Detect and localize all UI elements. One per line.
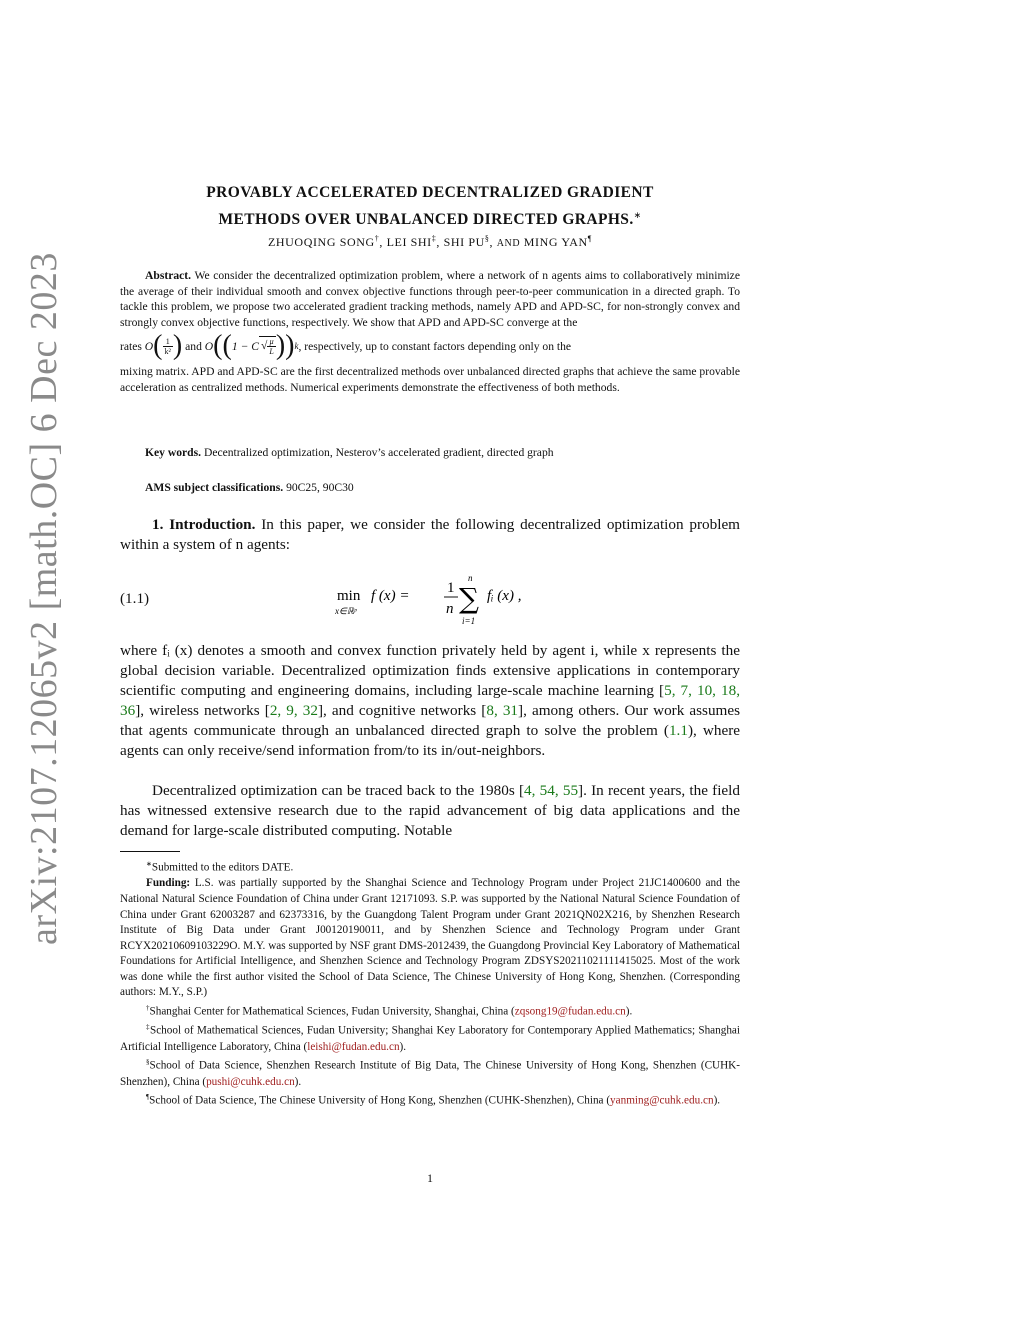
title-line-2: METHODS OVER UNBALANCED DIRECTED GRAPHS.∗ xyxy=(218,210,642,229)
equation-label: (1.1) xyxy=(120,590,150,607)
email-link[interactable]: yanming@cuhk.edu.cn xyxy=(610,1094,714,1107)
abstract-text-1: We consider the decentralized optimization problem, where a network of n agents aims to collaboratively minimize the average of their individual smooth and convex objective functions through peer-to-peer communication in a directed graph. To tackle this problem, we propose two accelerated gradient tracking methods, namely APD and APD-SC, for non-strongly convex and strongly convex objective functions, respectively. We show that APD and APD-SC converge at the xyxy=(120,269,740,329)
svg-text:min: min xyxy=(337,588,361,604)
author-4: MING YAN xyxy=(523,235,588,249)
equation-expression xyxy=(335,572,635,630)
svg-text:x∈ℝᵖ: x∈ℝᵖ xyxy=(335,606,357,616)
author-1: ZHUOQING SONG xyxy=(267,235,375,249)
svg-text:fᵢ (x) ,: fᵢ (x) , xyxy=(487,588,522,604)
svg-text:n: n xyxy=(468,573,473,583)
paragraph-1: where fᵢ (x) denotes a smooth and convex function privately held by agent i, while x represents the global decision variable. Decentralized optimization finds extensive applications in contemporary scientific computing and engineering domains, including large-scale machine learning [5, 7, 10, 18, 36], wireless networks [2, 9, 32], and cognitive networks [8, 31], among others. Our work assumes that agents communicate through an unbalanced directed graph to solve the problem (1.1), where agents can only receive/send information from/to its in/out-neighbors. xyxy=(120,642,741,759)
arxiv-stamp: arXiv:2107.12065v2 [math.OC] 6 Dec 2023 xyxy=(23,252,65,945)
title-line-1: PROVABLY ACCELERATED DECENTRALIZED GRADIENT xyxy=(206,184,654,201)
svg-text:1: 1 xyxy=(447,580,455,596)
paper-title xyxy=(120,182,740,231)
svg-text:n: n xyxy=(446,601,454,617)
svg-text:f (x) =: f (x) = xyxy=(371,588,410,604)
abstract xyxy=(120,268,740,396)
ams-classifications: AMS subject classifications. 90C25, 90C30 xyxy=(145,481,354,494)
introduction: 1. Introduction. In this paper, we consider the following decentralized optimization problem within a system of n agents: xyxy=(120,516,740,553)
author-list: ZHUOQING SONG†, LEI SHI‡, SHI PU§, AND MING YAN¶ xyxy=(267,234,593,249)
svg-text:i=1: i=1 xyxy=(462,616,476,626)
citation[interactable]: 8, 31 xyxy=(486,702,519,719)
convergence-rates: rates O ( $\frac{1}{\text{k²}}$ ) and O (( 1 − C √ $\frac{\mu}{L}$ )) k , respectively, up to constant factors depending only on the xyxy=(120,330,572,362)
equation-ref[interactable]: 1.1 xyxy=(668,722,688,739)
author-3: SHI PU xyxy=(443,235,485,249)
footnotes: ∗Submitted to the editors DATE. Funding: L.S. was partially supported by the Shanghai Science and Technology Program under Project 21JC1400600 and the National Natural Science Foundation of China under Grant 12171093. S.P. was supported by the National Natural Science Foundation of China under Grant 62003287 and 62373316, by the Guangdong Talent Program under Grant 2021QN02X216, by Shenzhen Research Institute of Big Data under Grant J00120190011, and by Shenzhen Science and Technology Program under Grant RCYX20210609103229O. M.Y. was supported by NSF grant DMS-2012439, the Guangdong Provincial Key Laboratory of Mathematical Foundations for Artificial Intelligence, and Shenzhen Science and Technology Program ZDSYS20211021111415025. Most of the work was done while the first author visited the School of Data Science, The Chinese University of Hong Kong, Shenzhen. (Corresponding authors: M.Y., S.P.) †Shanghai Center for Mathematical Sciences, Fudan University, Shanghai, China (zqsong19@fudan.edu.cn). ‡School of Mathematical Sciences, Fudan University; Shanghai Key Laboratory for Contemporary Applied Mathematics; Shanghai Artificial Intelligence Laboratory, China (leishi@fudan.edu.cn). §School of Data Science, Shenzhen Research Institute of Big Data, The Chinese University of Hong Kong, Shenzhen (CUHK-Shenzhen), China (pushi@cuhk.edu.cn). ¶School of Data Science, The Chinese University of Hong Kong, Shenzhen (CUHK-Shenzhen), China (yanming@cuhk.edu.cn). xyxy=(120,860,741,1107)
paragraph-2: Decentralized optimization can be traced back to the 1980s [4, 54, 55]. In recent years, the field has witnessed extensive research due to the rapid advancement of big data applications and the demand for large-scale distributed computing. Notable xyxy=(120,782,740,839)
email-link[interactable]: leishi@fudan.edu.cn xyxy=(307,1040,400,1053)
author-2: LEI SHI xyxy=(386,235,432,249)
section-heading: 1. Introduction. xyxy=(152,516,256,533)
abstract-text-2: mixing matrix. APD and APD-SC are the first decentralized methods over unbalanced directed graphs that achieve the same provable acceleration as centralized methods. Numerical experiments demonstrate the effectiveness of both methods. xyxy=(120,365,740,394)
email-link[interactable]: pushi@cuhk.edu.cn xyxy=(206,1075,295,1088)
svg-text:∑: ∑ xyxy=(459,582,479,615)
keywords: Key words. Decentralized optimization, Nesterov’s accelerated gradient, directed graph xyxy=(145,446,554,459)
citation[interactable]: 2, 9, 32 xyxy=(269,702,318,719)
email-link[interactable]: zqsong19@fudan.edu.cn xyxy=(514,1005,626,1018)
citation[interactable]: 5, 7, 10, 18, 36 xyxy=(120,682,741,719)
citation[interactable]: 4, 54, 55 xyxy=(524,782,579,799)
footnote-rule xyxy=(120,851,180,852)
page-number: 1 xyxy=(427,1171,433,1185)
equation-1-1 xyxy=(120,572,740,630)
abstract-label: Abstract. xyxy=(145,269,192,282)
